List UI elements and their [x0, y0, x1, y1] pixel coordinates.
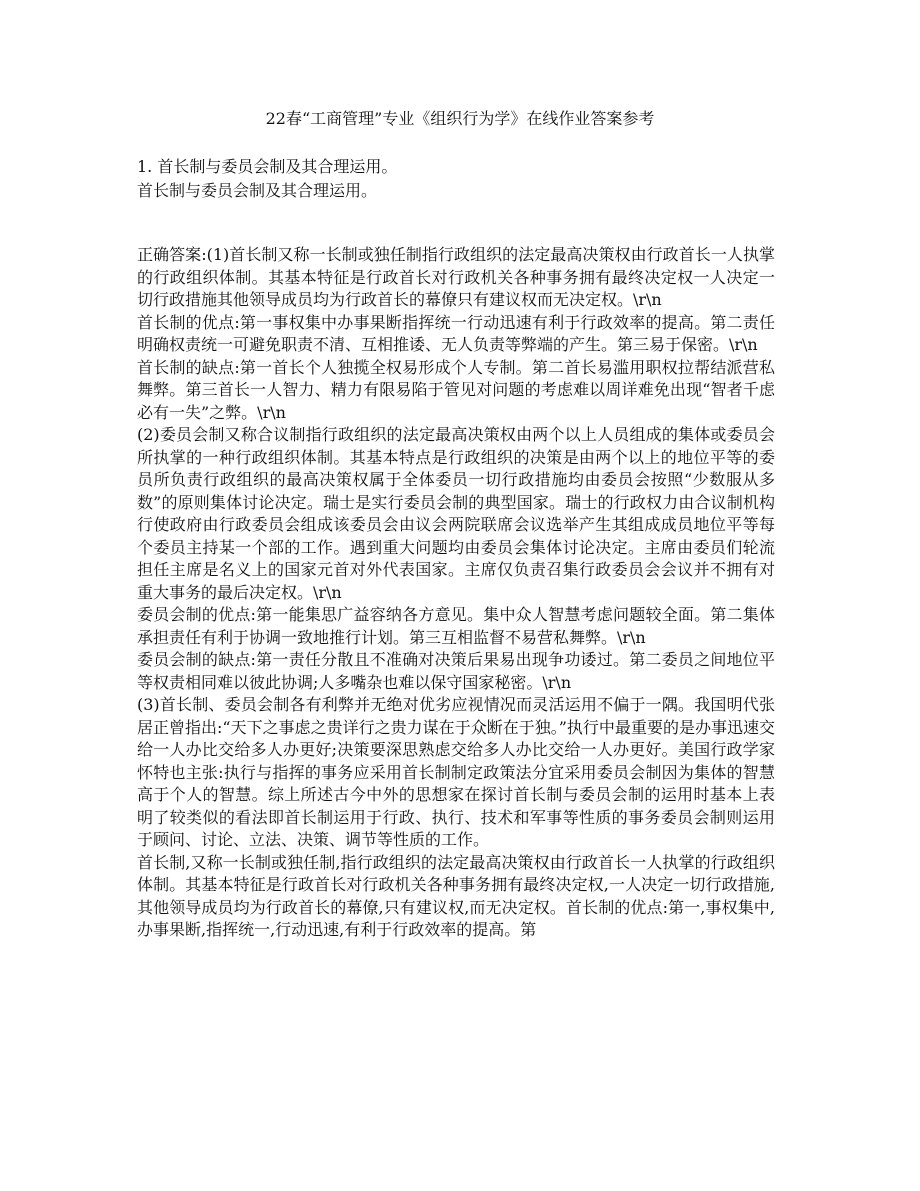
answer-paragraph: 委员会制的优点:第一能集思广益容纳各方意见。集中众人智慧考虑问题较全面。第二集体承担责任有利于协调一致地推行计划。第三互相监督不易营私舞弊。\r\n: [137, 605, 775, 647]
answer-paragraph: (3)首长制、委员会制各有利弊并无绝对优劣应视情况而灵活运用不偏于一隅。我国明代张居正曾指出:“天下之事虑之贵详行之贵力谋在于众断在于独。”执行中最重要的是办事迅速交给一人办比交给多人办更好;决策要深思熟虑交给多人办比交给一人办更好。美国行政学家怀特也主张:执行与指挥的事务应采用首长制制定政策法分宜采用委员会制因为集体的智慧高于个人的智慧。综上所述古今中外的思想家在探讨首长制与委员会制的运用时基本上表明了较类似的看法即首长制运用于行政、执行、技术和军事等性质的事务委员会制则运用于顾问、讨论、立法、决策、调节等性质的工作。: [137, 695, 775, 849]
document-title: 22春“工商管理”专业《组织行为学》在线作业答案参考: [265, 109, 655, 128]
answer-paragraph: 首长制的缺点:第一首长个人独揽全权易形成个人专制。第二首长易滥用职权拉帮结派营私舞弊。第三首长一人智力、精力有限易陷于管见对问题的考虑难以周详难免出现“智者千虑必有一失”之弊。\r\n: [137, 357, 775, 422]
question-block: [137, 155, 797, 203]
answer-block: [137, 244, 775, 942]
question-heading: 1. 首长制与委员会制及其合理运用。: [137, 157, 398, 176]
answer-paragraph: 委员会制的缺点:第一责任分散且不准确对决策后果易出现争功诿过。第二委员之间地位平等权责相同难以彼此协调;人多嘴杂也难以保守国家秘密。\r\n: [137, 650, 775, 692]
answer-paragraph: 首长制,又称一长制或独任制,指行政组织的法定最高决策权由行政首长一人执掌的行政组织体制。其基本特征是行政首长对行政机关各种事务拥有最终决定权,一人决定一切行政措施,其他领导成员均为行政首长的幕僚,只有建议权,而无决定权。首长制的优点:第一,事权集中,办事果断,指挥统一,行动迅速,有利于行政效率的提高。第: [137, 852, 775, 939]
answer-paragraph: 正确答案:(1)首长制又称一长制或独任制指行政组织的法定最高决策权由行政首长一人执掌的行政组织体制。其基本特征是行政首长对行政机关各种事务拥有最终决定权一人决定一切行政措施其他领导成员均为行政首长的幕僚只有建议权而无决定权。\r\n: [137, 245, 775, 309]
answer-paragraph: (2)委员会制又称合议制指行政组织的法定最高决策权由两个以上人员组成的集体或委员会所执掌的一种行政组织体制。其基本特点是行政组织的决策是由两个以上的地位平等的委员所负责行政组织的最高决策权属于全体委员一切行政措施均由委员会按照“少数服从多数”的原则集体讨论决定。瑞士是实行委员会制的典型国家。瑞士的行政权力由合议制机构行使政府由行政委员会组成该委员会由议会两院联席会议选举产生其组成成员地位平等每个委员主持某一个部的工作。遇到重大问题均由委员会集体讨论决定。主席由委员们轮流担任主席是名义上的国家元首对外代表国家。主席仅负责召集行政委员会会议并不拥有对重大事务的最后决定权。\r\n: [137, 425, 775, 602]
question-text: 首长制与委员会制及其合理运用。: [137, 181, 378, 200]
answer-paragraph: 首长制的优点:第一事权集中办事果断指挥统一行动迅速有利于行政效率的提高。第二责任明确权责统一可避免职责不清、互相推诿、无人负责等弊端的产生。第三易于保密。\r\n: [137, 312, 775, 354]
